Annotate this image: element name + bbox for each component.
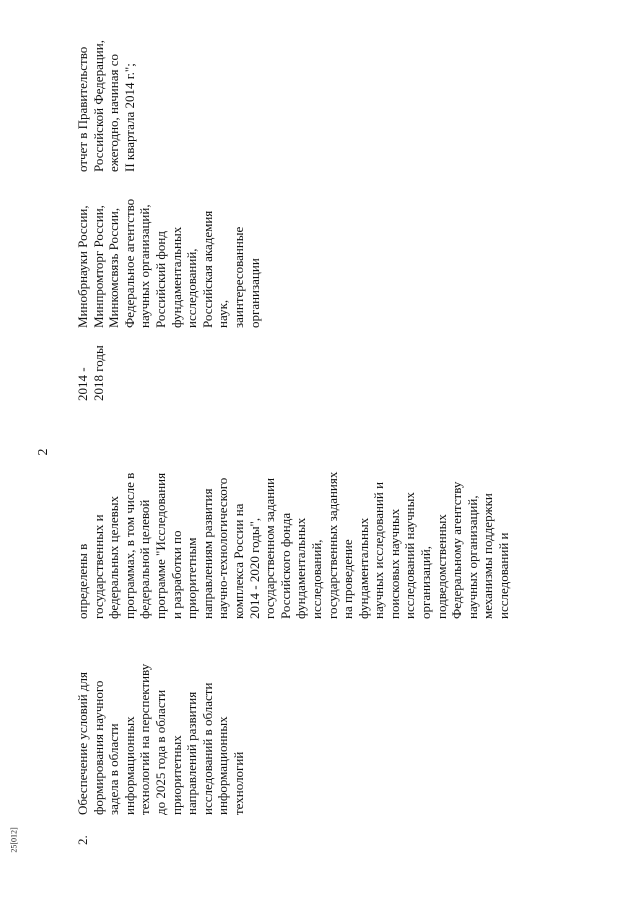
table-row <box>75 5 512 845</box>
task-cell: Обеспечение условий для формирования научного задела в области информационных технологий на перспективу до 2025 года в области приоритетных направлений развития исследований в области информационных технологий <box>75 663 246 815</box>
executors-cell: Минобрнауки России, Минпромторг России, Минкомсвязь России, Федеральное агентство научных организаций, Российский фонд фундаментальных исследований, Российская академия наук, заинтересованные организации <box>75 198 262 328</box>
row-number: 2. <box>75 835 90 845</box>
rotated-table <box>75 5 635 845</box>
mechanism-cell: определены в государственных и федеральных целевых программах, в том числе в федеральной целевой программе "Исследования и разработки по приоритетным направлениям развития научно-технологического комплекса России на 2014 - 2020 годы", государственном задании Российского фонда фундаментальных исследований, государственных заданиях на проведение фундаментальных научных исследований и поисковых научных исследований научных организаций, подведомственных Федеральному агентству научных организаций, механизмы поддержки исследований и <box>75 471 512 619</box>
period-cell: 2014 - 2018 годы <box>75 345 106 401</box>
report-cell: отчет в Правительство Российской Федерации, ежегодно, начиная со II квартала 2014 г."; <box>75 40 137 172</box>
page-number: 2 <box>36 448 51 456</box>
document-code: 25[012] <box>9 827 19 853</box>
